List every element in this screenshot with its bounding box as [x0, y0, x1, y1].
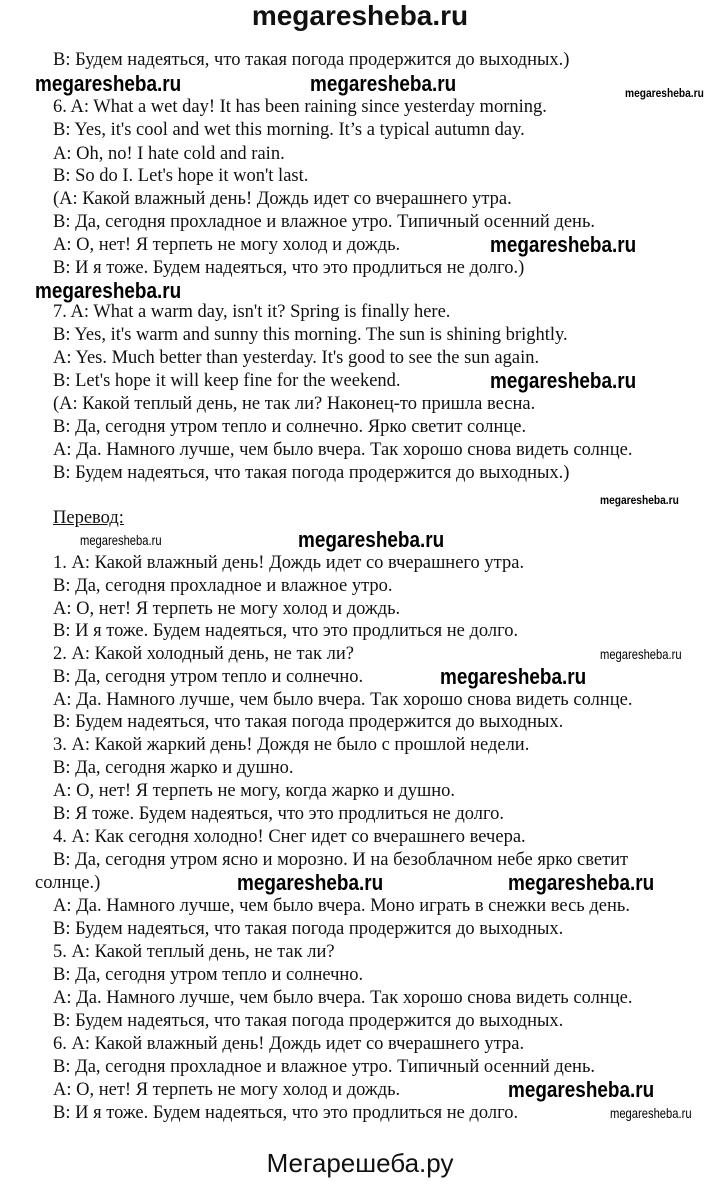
watermark-text: megaresheba.ru — [490, 368, 637, 393]
text-line: 6. А: Какой влажный день! Дождь идет со вчерашнего утра. — [53, 1034, 525, 1054]
watermark-text: megaresheba.ru — [237, 870, 384, 895]
text-line: B: Yes, it's warm and sunny this morning. The sun is shining brightly. — [53, 325, 568, 345]
watermark-text: megaresheba.ru — [490, 232, 637, 257]
watermark-text: megaresheba.ru — [625, 86, 704, 100]
text-line: А: Да. Намного лучше, чем было вчера. Так хорошо снова видеть солнце. — [53, 440, 633, 460]
watermark-text: megaresheba.ru — [600, 646, 682, 662]
text-line: 3. А: Какой жаркий день! Дождя не было с прошлой недели. — [53, 735, 530, 755]
text-line: А: О, нет! Я терпеть не могу холод и дождь. — [53, 599, 401, 619]
watermark-text: megaresheba.ru — [508, 870, 655, 895]
text-line: 4. А: Как сегодня холодно! Снег идет со вчерашнего вечера. — [53, 827, 526, 847]
watermark-text: megaresheba.ru — [35, 71, 182, 96]
text-line: В: Да, сегодня утром тепло и солнечно. — [53, 667, 364, 687]
text-line: 2. А: Какой холодный день, не так ли? — [53, 644, 354, 664]
watermark-text: megaresheba.ru — [440, 664, 587, 689]
text-line: B: Будем надеяться, что такая погода продержится до выходных.) — [53, 50, 570, 70]
text-line: (А: Какой влажный день! Дождь идет со вчерашнего утра. — [53, 189, 512, 209]
text-line: А: Да. Намного лучше, чем было вчера. Так хорошо снова видеть солнце. — [53, 988, 633, 1008]
watermark-text: megaresheba.ru — [610, 1105, 692, 1121]
section-heading: Перевод: — [53, 508, 124, 528]
text-line: В: И я тоже. Будем надеяться, что это продлиться не долго. — [53, 1103, 519, 1123]
watermark-text: megaresheba.ru — [310, 71, 457, 96]
text-line: (А: Какой теплый день, не так ли? Наконец-то пришла весна. — [53, 394, 536, 414]
text-line: А: Да. Намного лучше, чем было вчера. Так хорошо снова видеть солнце. — [53, 690, 633, 710]
text-line: 1. А: Какой влажный день! Дождь идет со вчерашнего утра. — [53, 553, 525, 573]
text-line: В: Да, сегодня прохладное и влажное утро. — [53, 576, 393, 596]
watermark-text: megaresheba.ru — [35, 278, 182, 303]
text-line: А: Да. Намного лучше, чем было вчера. Моно играть в снежки весь день. — [53, 896, 630, 916]
text-line: А: О, нет! Я терпеть не могу холод и дождь. — [53, 1080, 401, 1100]
text-line: В: Да, сегодня прохладное и влажное утро. Типичный осенний день. — [53, 1057, 596, 1077]
text-line: А: О, нет! Я терпеть не могу холод и дождь. — [53, 235, 401, 255]
text-line: В: Да, сегодня жарко и душно. — [53, 758, 294, 778]
text-line: B: So do I. Let's hope it won't last. — [53, 166, 309, 186]
text-line: A: Yes. Much better than yesterday. It's good to see the sun again. — [53, 348, 540, 368]
text-line: В: Я тоже. Будем надеяться, что это продлиться не долго. — [53, 804, 504, 824]
text-line: солнце.) — [35, 873, 101, 893]
text-line: В: Да, сегодня утром ясно и морозно. И на безоблачном небе ярко светит — [53, 850, 629, 870]
watermark-text: megaresheba.ru — [298, 527, 445, 552]
text-line: 5. А: Какой теплый день, не так ли? — [53, 942, 335, 962]
text-line: А: О, нет! Я терпеть не могу, когда жарко и душно. — [53, 781, 456, 801]
text-line: В: И я тоже. Будем надеяться, что это продлиться не долго. — [53, 621, 519, 641]
text-line: В: Будем надеяться, что такая погода продержится до выходных. — [53, 919, 564, 939]
site-header-watermark: megaresheba.ru — [251, 0, 469, 31]
watermark-text: megaresheba.ru — [508, 1077, 655, 1102]
text-line: В: Будем надеяться, что такая погода продержится до выходных. — [53, 1011, 564, 1031]
text-line: В: Да, сегодня утром тепло и солнечно. — [53, 965, 364, 985]
text-line: B: Yes, it's cool and wet this morning. It’s a typical autumn day. — [53, 120, 525, 140]
watermark-text: megaresheba.ru — [600, 493, 679, 507]
text-line: В: И я тоже. Будем надеяться, что это продлиться не долго.) — [53, 258, 525, 278]
text-line: В: Будем надеяться, что такая погода продержится до выходных.) — [53, 463, 570, 483]
text-line: 7. A: What a warm day, isn't it? Spring is finally here. — [53, 302, 451, 322]
watermark-text: megaresheba.ru — [80, 532, 162, 548]
text-line: В: Да, сегодня прохладное и влажное утро. Типичный осенний день. — [53, 212, 596, 232]
text-line: B: Let's hope it will keep fine for the weekend. — [53, 371, 401, 391]
text-line: В: Будем надеяться, что такая погода продержится до выходных. — [53, 712, 564, 732]
site-footer-watermark: Мегарешеба.ру — [266, 1148, 454, 1178]
text-line: 6. A: What a wet day! It has been raining since yesterday morning. — [53, 97, 547, 117]
text-line: A: Oh, no! I hate cold and rain. — [53, 144, 285, 164]
text-line: В: Да, сегодня утром тепло и солнечно. Ярко светит солнце. — [53, 417, 527, 437]
